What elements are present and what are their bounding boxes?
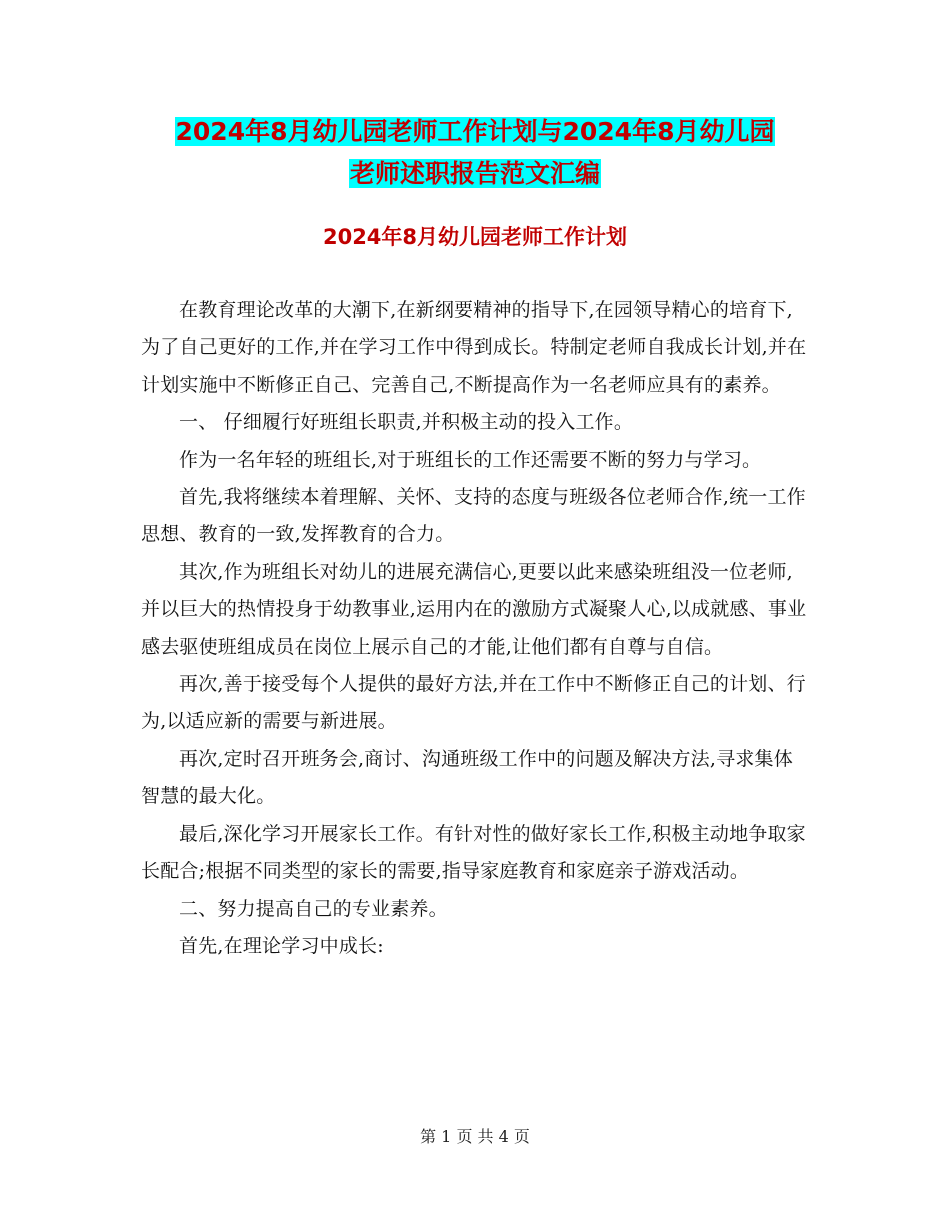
paragraph: 其次,作为班组长对幼儿的进展充满信心,更要以此来感染班组没一位老师,并以巨大的热情投身于幼教事业,运用内在的激励方式凝聚人心,以成就感、事业感去驱使班组成员在岗位上展示自己的才能,让他们都有自尊与自信。 [141, 560, 807, 658]
paragraph: 再次,善于接受每个人提供的最好方法,并在工作中不断修正自己的计划、行为,以适应新的需要与新进展。 [141, 673, 806, 733]
paragraph: 在教育理论改革的大潮下,在新纲要精神的指导下,在园领导精心的培育下,为了自己更好的工作,并在学习工作中得到成长。特制定老师自我成长计划,并在计划实施中不断修正自己、完善自己,不断提高作为一名老师应具有的素养。 [141, 299, 807, 396]
document-title-line-2 [0, 156, 950, 192]
paragraph: 再次,定时召开班务会,商讨、沟通班级工作中的问题及解决方法,寻求集体智慧的最大化。 [141, 747, 793, 808]
document-body [141, 292, 809, 965]
section-title: 2024年8月幼儿园老师工作计划 [322, 225, 628, 249]
document-title-text-2: 老师述职报告范文汇编 [349, 159, 600, 188]
page-footer: 第 1 页 共 4 页 [420, 1127, 530, 1146]
paragraph: 作为一名年轻的班组长,对于班组长的工作还需要不断的努力与学习。 [179, 448, 762, 471]
paragraph: 一、 仔细履行好班组长职责,并积极主动的投入工作。 [179, 411, 634, 434]
paragraph: 首先,在理论学习中成长: [179, 934, 384, 957]
paragraph: 二、努力提高自己的专业素养。 [179, 897, 448, 920]
document-title-line-1 [0, 114, 950, 150]
document-title-text-1: 2024年8月幼儿园老师工作计划与2024年8月幼儿园 [175, 117, 775, 146]
paragraph: 最后,深化学习开展家长工作。有针对性的做好家长工作,积极主动地争取家长配合;根据不同类型的家长的需要,指导家庭教育和家庭亲子游戏活动。 [141, 822, 806, 883]
paragraph: 首先,我将继续本着理解、关怀、支持的态度与班级各位老师合作,统一工作思想、教育的一致,发挥教育的合力。 [141, 486, 806, 546]
